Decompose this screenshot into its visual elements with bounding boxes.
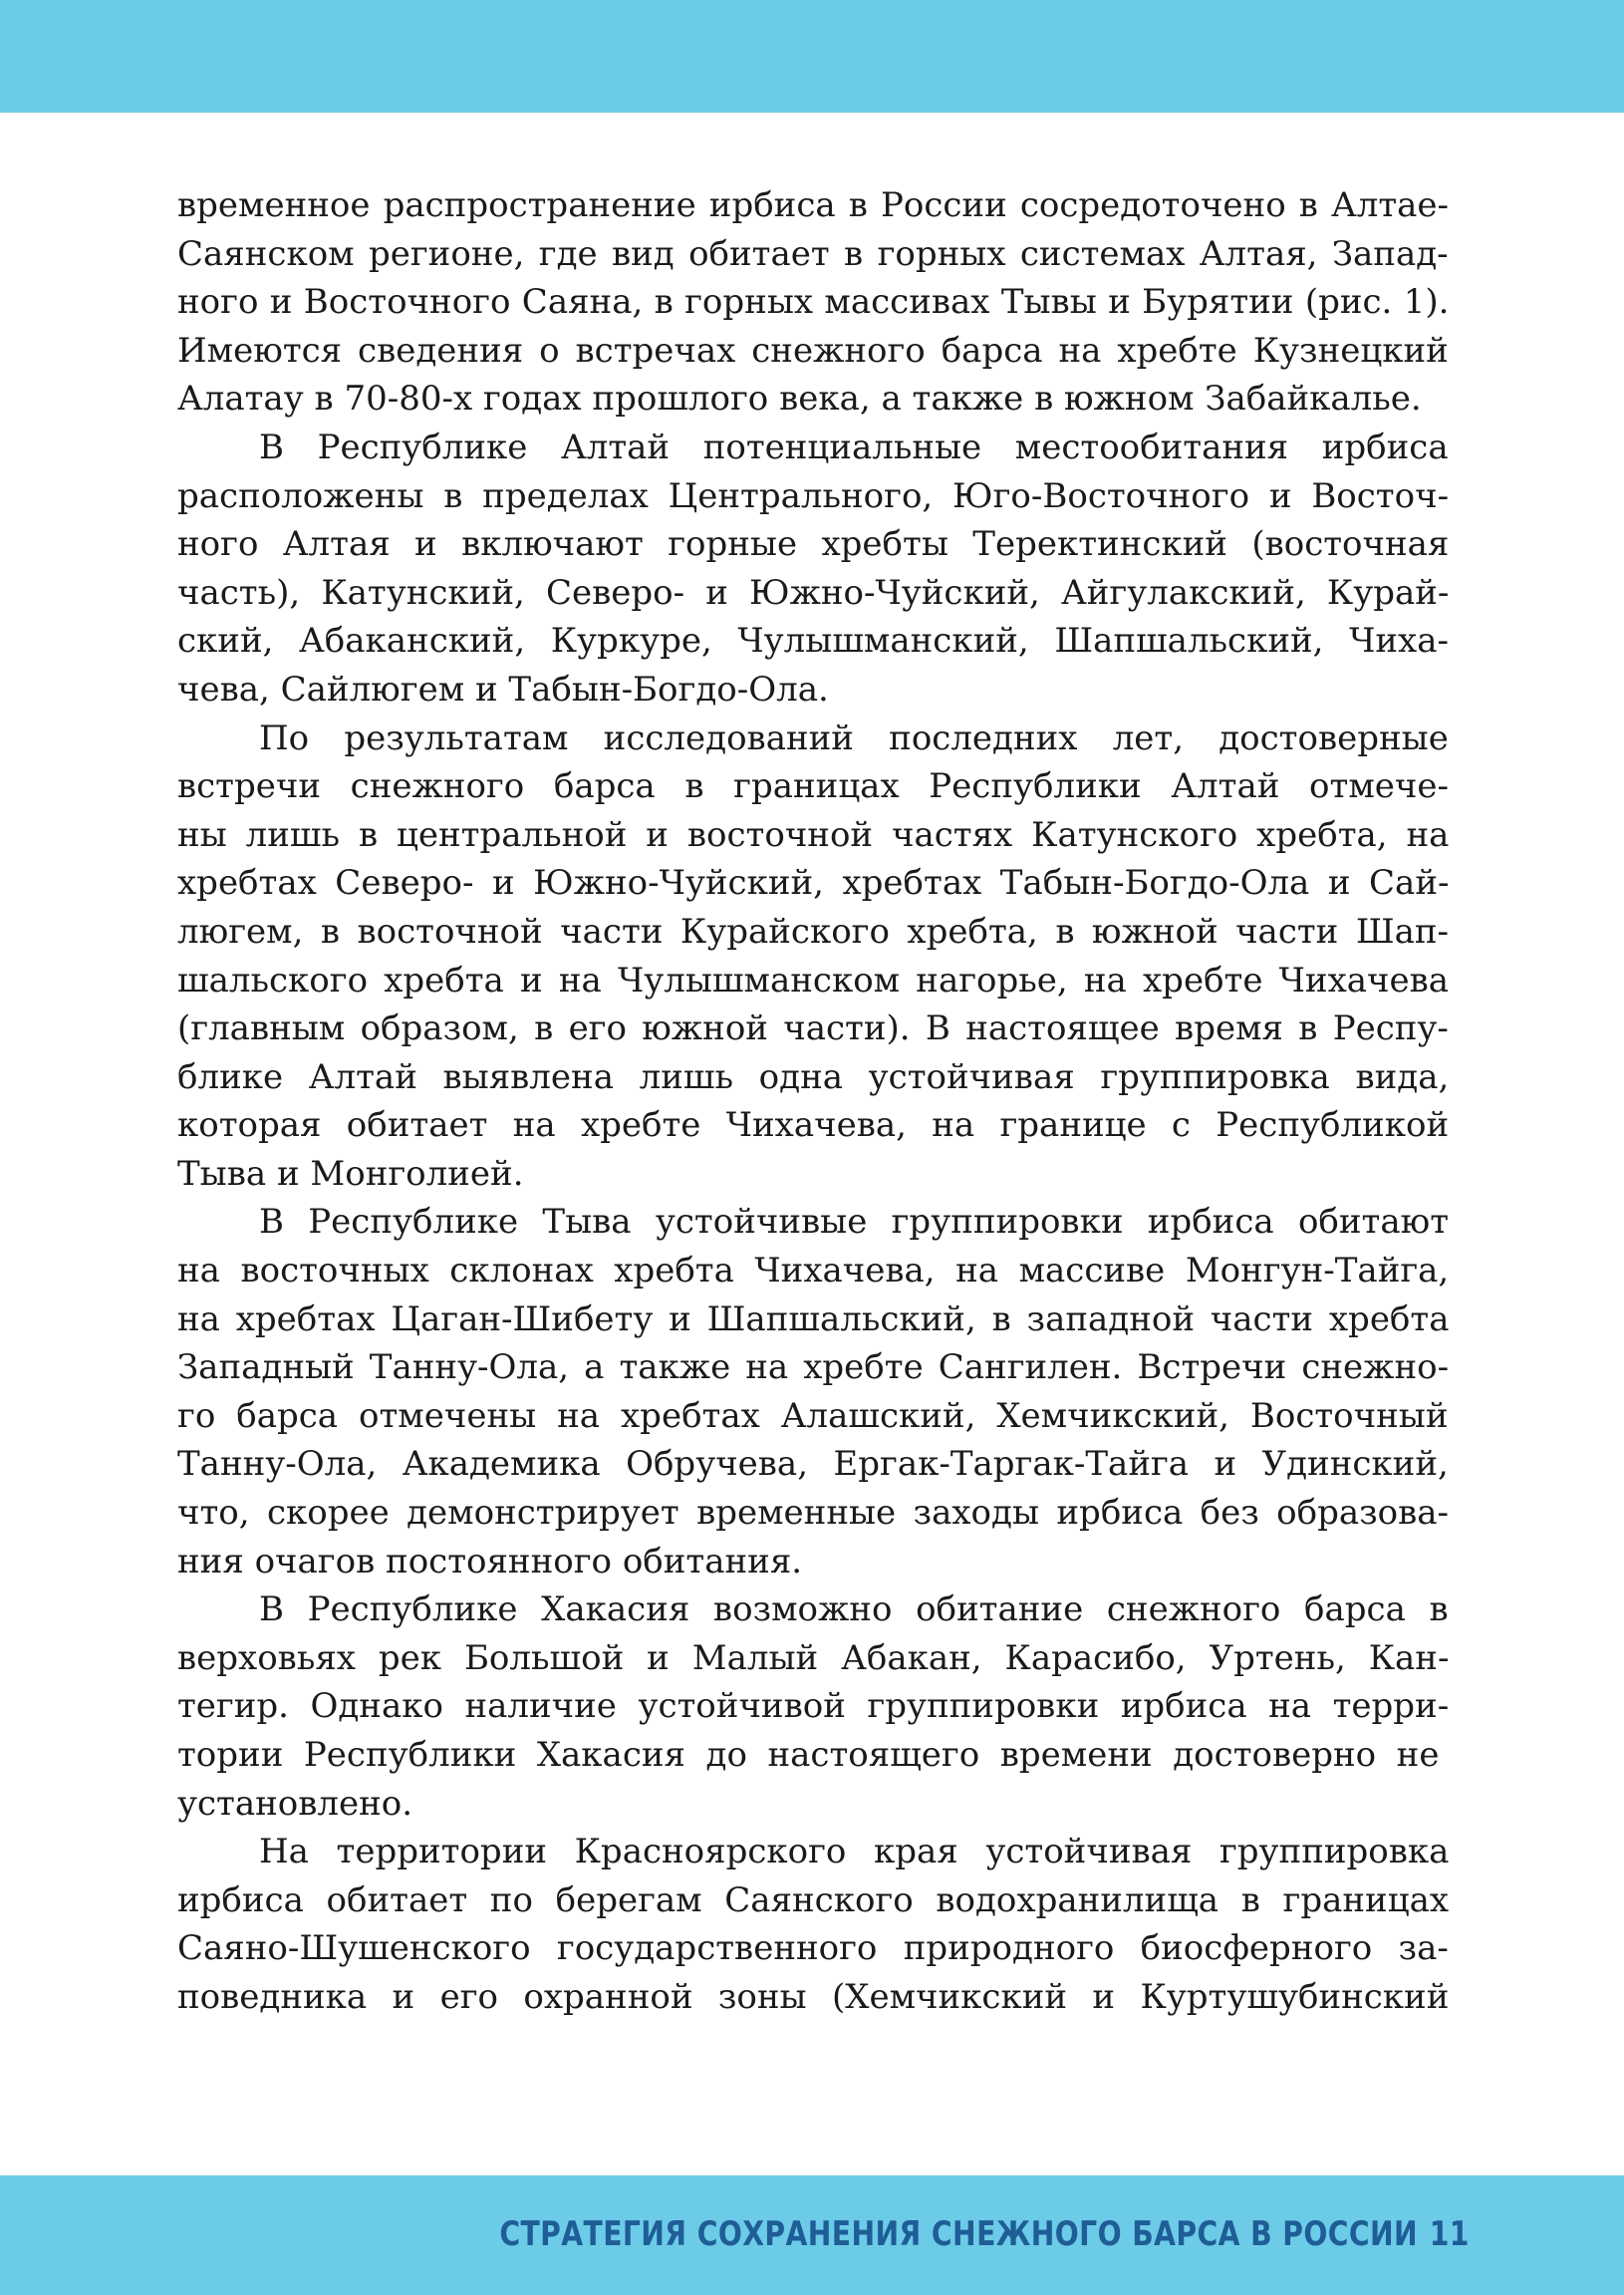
text-line: на хребтах Цаган-Шибету и Шапшальский, в западной части хребта xyxy=(177,1298,1449,1339)
text-line: На территории Красноярского края устойчивая группировка xyxy=(259,1832,1449,1872)
running-footer xyxy=(500,2210,1470,2258)
text-line: Саяно-Шушенского государственного природного биосферного за- xyxy=(177,1928,1449,1969)
paragraph xyxy=(177,715,1449,1199)
paragraph xyxy=(177,181,1449,424)
text-line: расположены в пределах Центрального, Юго-Восточного и Восточ- xyxy=(177,475,1449,516)
text-line: что, скорее демонстрирует временные заходы ирбиса без образова- xyxy=(177,1493,1449,1534)
text-line: на восточных склонах хребта Чихачева, на массиве Монгун-Тайга, xyxy=(177,1251,1449,1291)
paragraph xyxy=(177,424,1449,715)
text-line: тегир. Однако наличие устойчивой группировки ирбиса на терри- xyxy=(177,1686,1449,1727)
paragraph xyxy=(177,1828,1449,2021)
text-line: Саянском регионе, где вид обитает в горных системах Алтая, Запад- xyxy=(177,233,1449,274)
text-line: хребтах Северо- и Южно-Чуйский, хребтах Табын-Богдо-Ола и Сай- xyxy=(177,863,1449,904)
footer-title: СТРАТЕГИЯ СОХРАНЕНИЯ СНЕЖНОГО БАРСА В РОССИИ xyxy=(499,2214,1419,2254)
text-line: ного и Восточного Саяна, в горных массивах Тывы и Бурятии (рис. 1). xyxy=(177,282,1449,323)
text-line: ного Алтая и включают горные хребты Теректинский (восточная xyxy=(177,524,1449,565)
text-line: Имеются сведения о встречах снежного барса на хребте Кузнецкий xyxy=(177,330,1449,371)
document-body xyxy=(177,181,1449,2022)
text-line: тории Республики Хакасия до настоящего времени достоверно не xyxy=(177,1735,1440,1775)
text-line: люгем, в восточной части Курайского хребта, в южной части Шап- xyxy=(177,911,1449,952)
text-line: В Республике Тыва устойчивые группировки ирбиса обитают xyxy=(259,1202,1449,1243)
text-line: поведника и его охранной зоны (Хемчикский и Куртушубинский xyxy=(177,1976,1449,2017)
text-line: Алатау в 70-80-х годах прошлого века, а также в южном Забайкалье. xyxy=(177,379,1422,420)
text-line: часть), Катунский, Северо- и Южно-Чуйский, Айгулакский, Курай- xyxy=(177,572,1449,613)
text-line: По результатам исследований последних лет, достоверные xyxy=(259,717,1449,758)
page-number: 11 xyxy=(1429,2214,1470,2254)
paragraph xyxy=(177,1585,1449,1828)
text-line: встречи снежного барса в границах Республики Алтай отмече- xyxy=(177,766,1449,807)
text-line: блике Алтай выявлена лишь одна устойчивая группировка вида, xyxy=(177,1056,1449,1097)
text-line: ирбиса обитает по берегам Саянского водохранилища в границах xyxy=(177,1879,1449,1920)
text-line: чева, Сайлюгем и Табын-Богдо-Ола. xyxy=(177,669,829,710)
text-line: го барса отмечены на хребтах Алашский, Хемчикский, Восточный xyxy=(177,1395,1449,1436)
text-line: которая обитает на хребте Чихачева, на границе с Республикой xyxy=(177,1105,1449,1146)
text-line: временное распространение ирбиса в России сосредоточено в Алтае- xyxy=(177,185,1449,225)
text-line: Тыва и Монголией. xyxy=(177,1153,524,1194)
text-line: В Республике Алтай потенциальные местообитания ирбиса xyxy=(259,427,1449,467)
text-line: В Республике Хакасия возможно обитание снежного барса в xyxy=(259,1589,1449,1630)
text-line: Танну-Ола, Академика Обручева, Ергак-Таргак-Тайга и Удинский, xyxy=(177,1444,1449,1485)
text-line: шальского хребта и на Чулышманском нагорье, на хребте Чихачева xyxy=(177,960,1449,1001)
top-color-band xyxy=(0,0,1624,113)
paragraph xyxy=(177,1198,1449,1585)
text-line: верховьях рек Большой и Малый Абакан, Карасибо, Уртень, Кан- xyxy=(177,1637,1449,1678)
text-line: ский, Абаканский, Куркуре, Чулышманский, Шапшальский, Чиха- xyxy=(177,621,1449,662)
text-line: ния очагов постоянного обитания. xyxy=(177,1541,803,1581)
text-line: установлено. xyxy=(177,1783,413,1824)
text-line: Западный Танну-Ола, а также на хребте Сангилен. Встречи снежно- xyxy=(177,1347,1449,1388)
text-line: (главным образом, в его южной части). В настоящее время в Респу- xyxy=(177,1008,1449,1049)
text-line: ны лишь в центральной и восточной частях Катунского хребта, на xyxy=(177,814,1449,855)
